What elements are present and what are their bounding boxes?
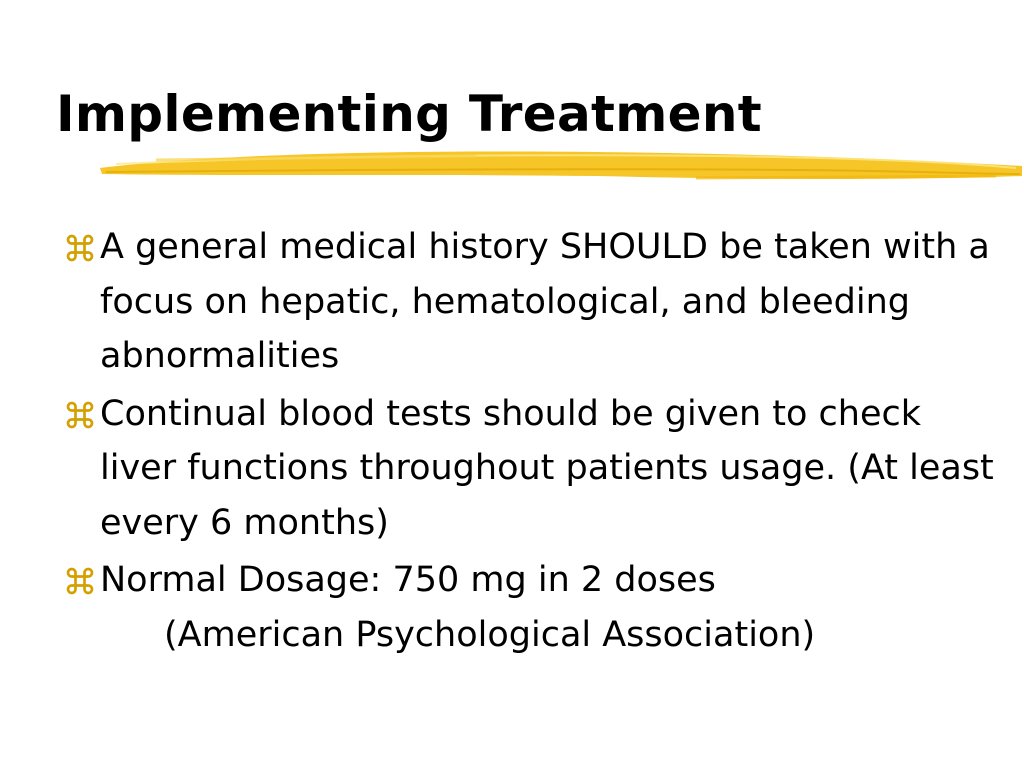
command-key-icon [62,230,98,266]
list-item [62,387,1002,551]
bullet-text: Continual blood tests should be given to check liver functions throughout patients usage. (At least every 6 months) [100,393,994,543]
slide-title: Implementing Treatment [56,85,762,143]
list-item [62,220,1002,384]
bullet-text: A general medical history SHOULD be taken with a focus on hepatic, hematological, and bleeding abnormalities [100,227,990,376]
citation-source: (American Psychological Association) [164,614,816,655]
list-item [62,553,1002,662]
command-key-icon [62,397,98,433]
bullet-text: Normal Dosage: 750 mg in 2 doses [100,560,716,600]
command-key-icon [62,563,98,599]
bullet-list [62,220,1002,665]
title-underline-brushstroke [96,146,1024,190]
